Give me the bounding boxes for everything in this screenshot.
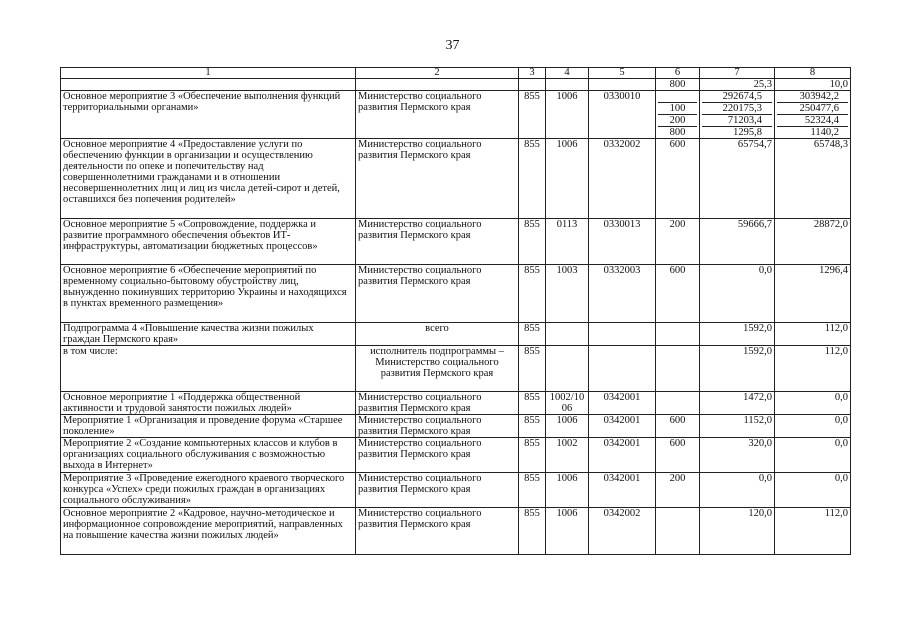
activity-name [61, 79, 356, 91]
section-code: 1006 [546, 91, 589, 139]
expense-type-code: 200 [656, 473, 700, 508]
column-number: 5 [589, 68, 656, 79]
amount-col8: 52324,4 [777, 115, 848, 127]
expense-type-code: 200 [658, 115, 697, 127]
executor: Министерство социального развития Пермского края [356, 508, 519, 555]
column-number: 2 [356, 68, 519, 79]
executor: Министерство социального развития Пермского края [356, 265, 519, 323]
ministry-code: 855 [519, 508, 546, 555]
target-article-code: 0332003 [589, 265, 656, 323]
ministry-code: 855 [519, 473, 546, 508]
activity-name: Основное мероприятие 1 «Поддержка общественной активности и трудовой занятости пожилых людей» [61, 392, 356, 415]
target-article-code: 0342001 [589, 415, 656, 438]
section-code: 1006 [546, 508, 589, 555]
column-number: 3 [519, 68, 546, 79]
ministry-code: 855 [519, 415, 546, 438]
amount-col7: 292674,5 [702, 91, 772, 103]
table-row [61, 438, 851, 473]
activity-name: Мероприятие 2 «Создание компьютерных классов и клубов в организациях социального обслуживания с возможностью выхода в Интернет» [61, 438, 356, 473]
target-article-code: 0330013 [589, 219, 656, 265]
table-row [61, 139, 851, 219]
table-row [61, 392, 851, 415]
amount-col8: 0,0 [775, 415, 851, 438]
target-article-code: 0332002 [589, 139, 656, 219]
expense-type-code: 100 [658, 103, 697, 115]
table-row [61, 346, 851, 392]
amount-col7: 0,0 [700, 473, 775, 508]
table-row [61, 265, 851, 323]
amount-col8: 112,0 [775, 346, 851, 392]
target-article-code: 0330010 [589, 91, 656, 139]
amount-col8: 1140,2 [810, 127, 839, 138]
section-code [546, 79, 589, 91]
activity-name: Подпрограмма 4 «Повышение качества жизни пожилых граждан Пермского края» [61, 323, 356, 346]
executor: всего [356, 323, 519, 346]
expense-type-code: 600 [656, 415, 700, 438]
ministry-code: 855 [519, 139, 546, 219]
executor: исполнитель подпрограммы – Министерство социального развития Пермского края [356, 346, 519, 392]
executor: Министерство социального развития Пермского края [356, 392, 519, 415]
expense-type-code: 800 [656, 79, 700, 91]
expense-type-code: 600 [656, 265, 700, 323]
activity-name: Мероприятие 3 «Проведение ежегодного краевого творческого конкурса «Успех» среди пожилых граждан в организациях социального обслуживания» [61, 473, 356, 508]
column-number: 6 [656, 68, 700, 79]
amount-col8: 0,0 [775, 438, 851, 473]
column-number: 1 [61, 68, 356, 79]
amount-col7: 71203,4 [702, 115, 772, 127]
column-number: 7 [700, 68, 775, 79]
expense-type-code [656, 346, 700, 392]
table-row [61, 219, 851, 265]
amount-col7: 1472,0 [700, 392, 775, 415]
expense-type-code [656, 392, 700, 415]
amount-col8: 0,0 [775, 392, 851, 415]
expense-type-code [656, 323, 700, 346]
amount-col7: 1295,8 [733, 127, 762, 138]
table-row [61, 91, 851, 139]
amount-col8: 65748,3 [775, 139, 851, 219]
section-code: 1003 [546, 265, 589, 323]
table-row [61, 323, 851, 346]
amount-col7: 1152,0 [700, 415, 775, 438]
ministry-code: 855 [519, 346, 546, 392]
target-article-code [589, 79, 656, 91]
expense-type-code [656, 508, 700, 555]
table-row [61, 415, 851, 438]
amount-col7: 65754,7 [700, 139, 775, 219]
target-article-code: 0342001 [589, 392, 656, 415]
amount-col8: 112,0 [775, 508, 851, 555]
target-article-code: 0342002 [589, 508, 656, 555]
target-article-code [589, 323, 656, 346]
amount-col7: 25,3 [700, 79, 775, 91]
table-row [61, 473, 851, 508]
amount-col7-stack [700, 91, 775, 139]
amount-col8: 112,0 [775, 323, 851, 346]
expense-type-code [658, 91, 697, 103]
ministry-code: 855 [519, 91, 546, 139]
amount-col8: 28872,0 [775, 219, 851, 265]
table-row [61, 79, 851, 91]
expense-type-code: 600 [656, 139, 700, 219]
section-code: 0113 [546, 219, 589, 265]
activity-name: Основное мероприятие 6 «Обеспечение мероприятий по временному социально-бытовому обустройству лиц, вынужденно покинувших территорию Украины и находящихся в пунктах временного размещения» [61, 265, 356, 323]
section-code: 1006 [546, 415, 589, 438]
ministry-code: 855 [519, 219, 546, 265]
ministry-code: 855 [519, 438, 546, 473]
table-row [61, 508, 851, 555]
amount-col7: 220175,3 [702, 103, 772, 115]
section-code: 1006 [546, 473, 589, 508]
amount-col8: 0,0 [775, 473, 851, 508]
amount-col8: 250477,6 [777, 103, 848, 115]
expense-type-code: 600 [656, 438, 700, 473]
target-article-code [589, 346, 656, 392]
executor [356, 79, 519, 91]
section-code [546, 346, 589, 392]
amount-col8-stack [775, 91, 851, 139]
ministry-code: 855 [519, 323, 546, 346]
activity-name: Основное мероприятие 3 «Обеспечение выполнения функций территориальными органами» [61, 91, 356, 139]
expense-type-code: 200 [656, 219, 700, 265]
column-number: 4 [546, 68, 589, 79]
section-code: 1002 [546, 438, 589, 473]
ministry-code: 855 [519, 392, 546, 415]
executor: Министерство социального развития Пермского края [356, 91, 519, 139]
executor: Министерство социального развития Пермского края [356, 415, 519, 438]
section-code [546, 323, 589, 346]
activity-name: Основное мероприятие 2 «Кадровое, научно-методическое и информационное сопровождение мероприятий, направленных на повышение качества жизни пожилых людей» [61, 508, 356, 555]
amount-col8: 1296,4 [775, 265, 851, 323]
budget-table [60, 67, 851, 555]
column-number-row [61, 68, 851, 79]
executor: Министерство социального развития Пермского края [356, 139, 519, 219]
amount-col7: 0,0 [700, 265, 775, 323]
amount-col7: 320,0 [700, 438, 775, 473]
amount-col7: 1592,0 [700, 323, 775, 346]
target-article-code: 0342001 [589, 473, 656, 508]
page-number: 37 [445, 38, 460, 53]
amount-col7: 120,0 [700, 508, 775, 555]
amount-col8: 10,0 [775, 79, 851, 91]
column-number: 8 [775, 68, 851, 79]
executor: Министерство социального развития Пермского края [356, 473, 519, 508]
activity-name: Основное мероприятие 4 «Предоставление услуги по обеспечению функции в организации и осуществлению деятельности по опеке и попечительству над совершеннолетними гражданами и в отношении несовершеннолетних лиц и лиц из числа детей-сирот и детей, оставшихся без попечения родителей» [61, 139, 356, 219]
amount-col8: 303942,2 [777, 91, 848, 103]
executor: Министерство социального развития Пермского края [356, 438, 519, 473]
expense-type-code: 800 [669, 127, 686, 138]
executor: Министерство социального развития Пермского края [356, 219, 519, 265]
section-code: 1006 [546, 139, 589, 219]
ministry-code [519, 79, 546, 91]
activity-name: Мероприятие 1 «Организация и проведение форума «Старшее поколение» [61, 415, 356, 438]
amount-col7: 1592,0 [700, 346, 775, 392]
ministry-code: 855 [519, 265, 546, 323]
activity-name: Основное мероприятие 5 «Сопровождение, поддержка и развитие программного обеспечения объектов ИТ-инфраструктуры, автоматизации бюджетных процессов» [61, 219, 356, 265]
amount-col7: 59666,7 [700, 219, 775, 265]
target-article-code: 0342001 [589, 438, 656, 473]
expense-type-stack [656, 91, 700, 139]
section-code: 1002/10 06 [546, 392, 589, 415]
activity-name: в том числе: [61, 346, 356, 392]
